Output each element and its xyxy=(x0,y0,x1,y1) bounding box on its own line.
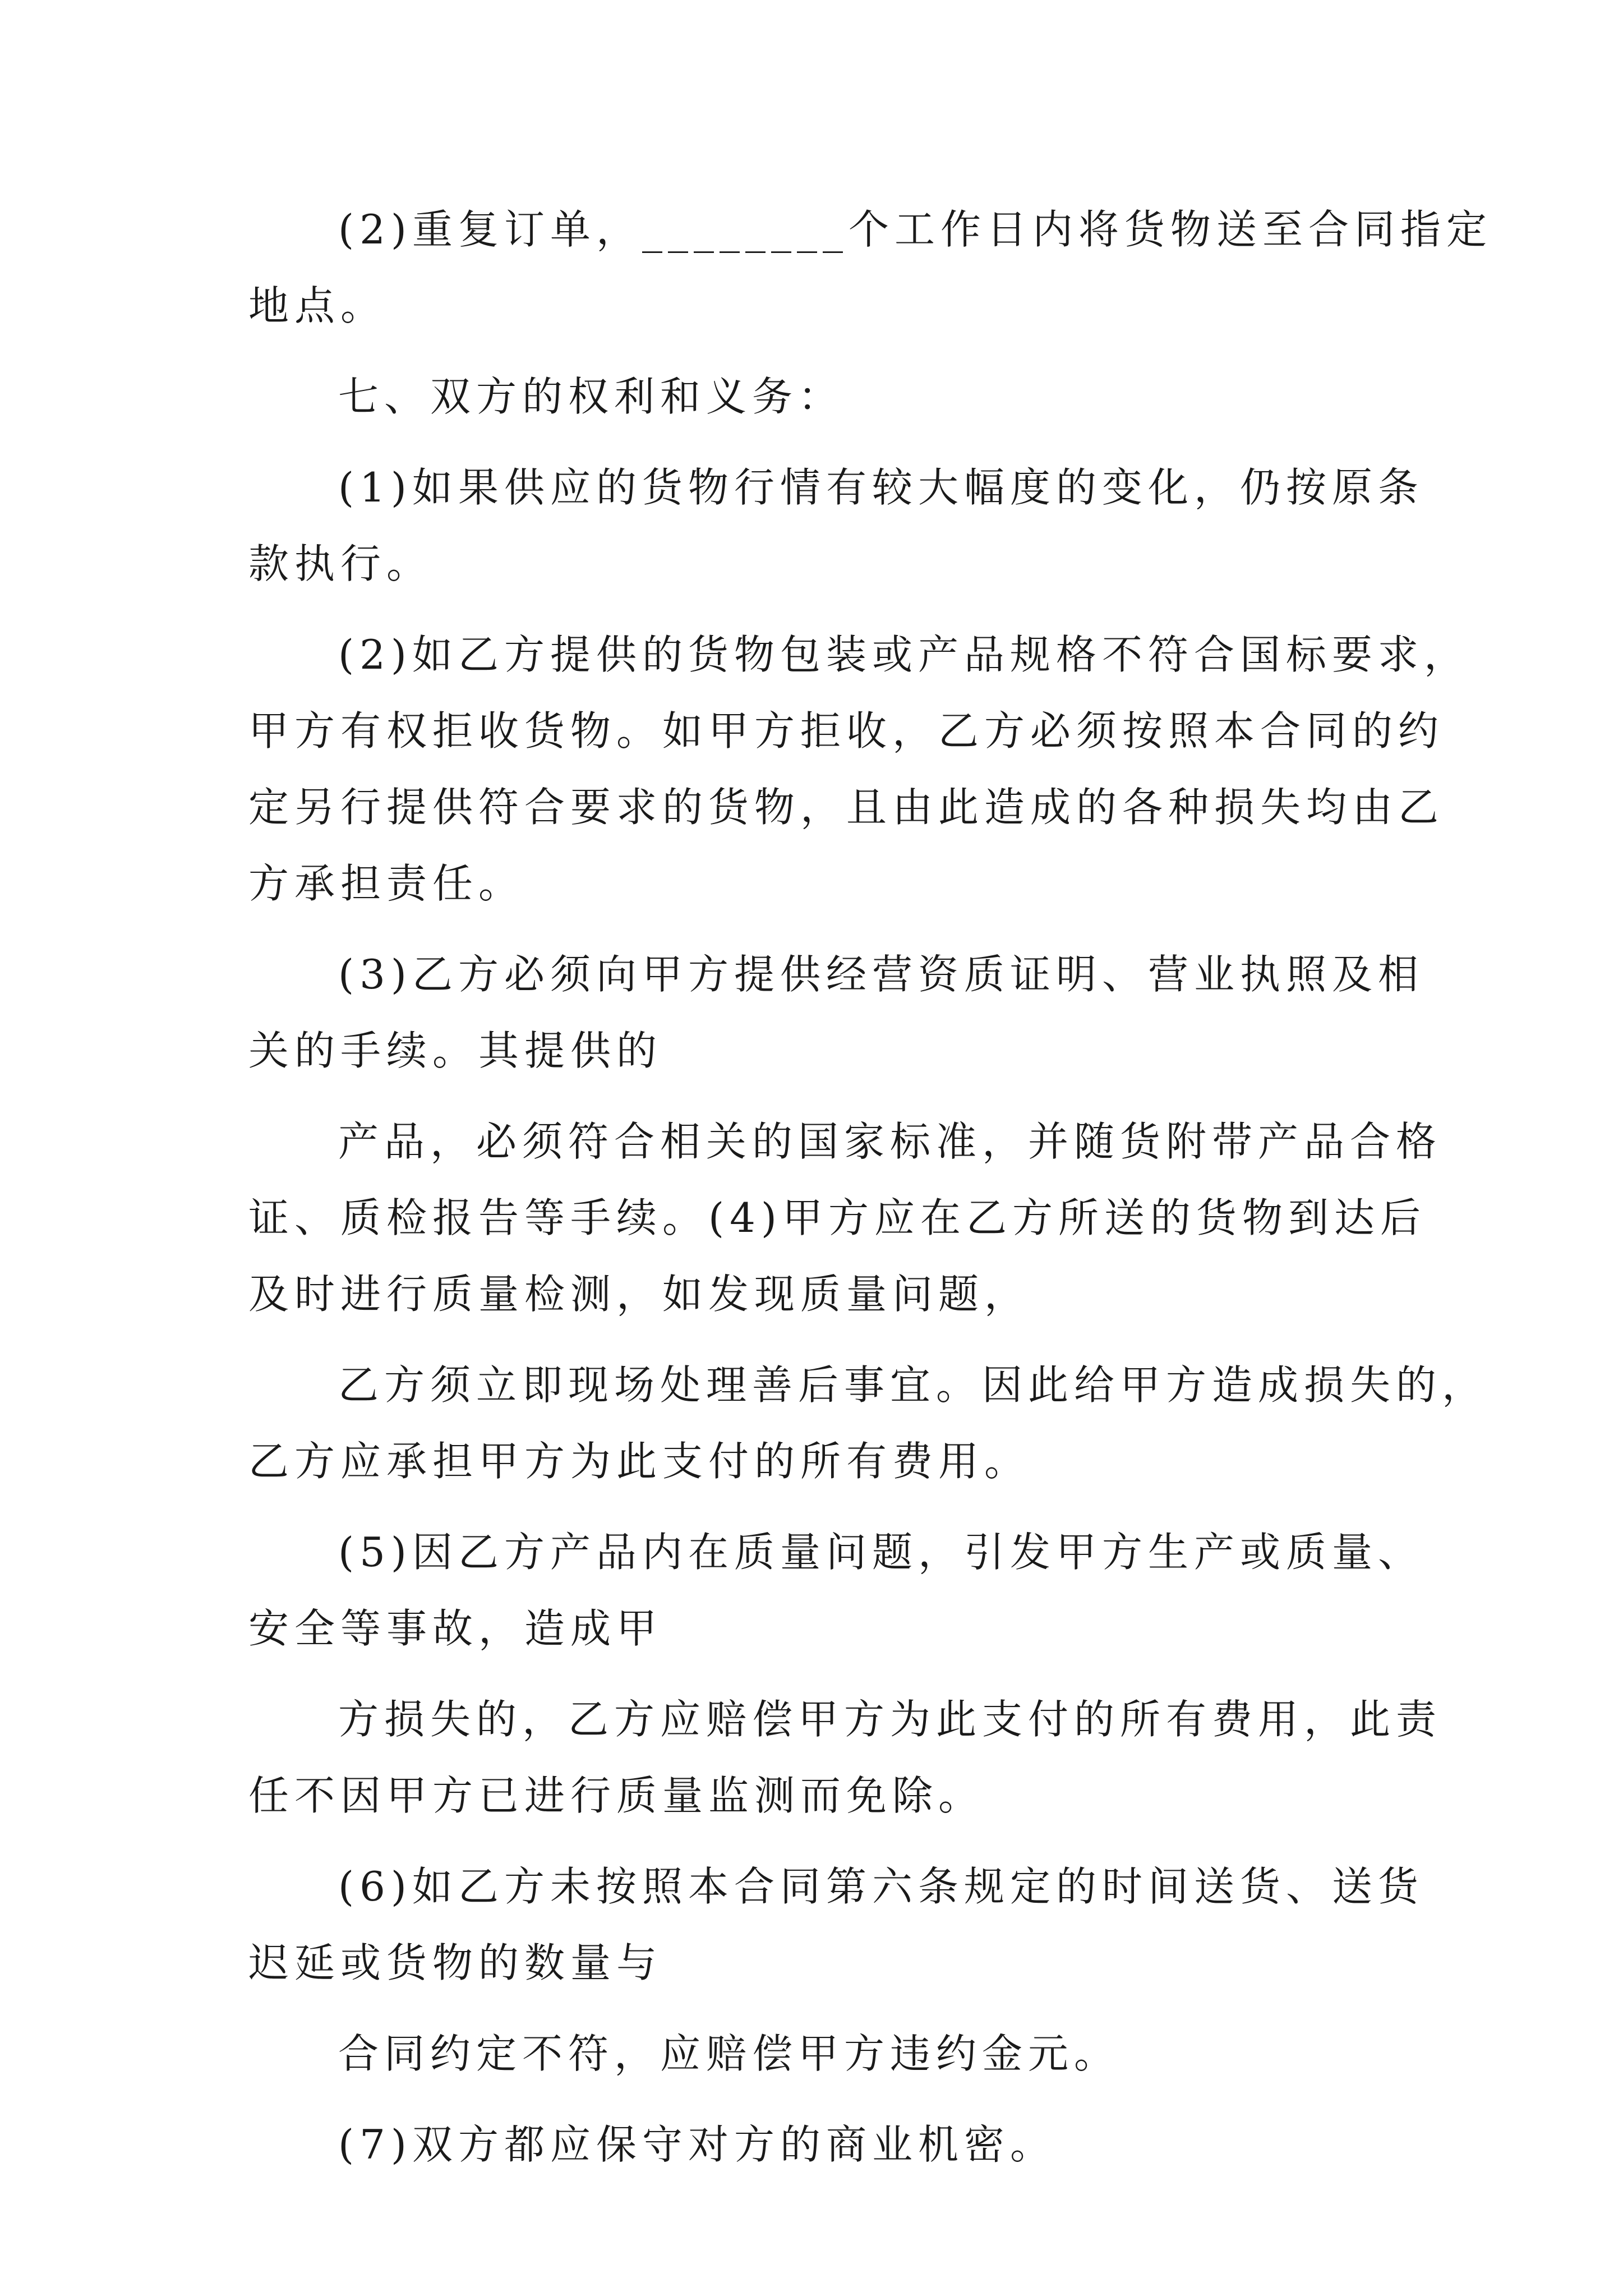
text-line: 甲方有权拒收货物。如甲方拒收，乙方必须按照本合同的约 xyxy=(248,707,1445,754)
paragraph-clause-1 xyxy=(248,464,1424,587)
paragraph-repeat-order xyxy=(248,206,1492,329)
document-body xyxy=(248,206,1492,2168)
text-line: 合同约定不符，应赔偿甲方违约金元。 xyxy=(338,2030,1121,2077)
paragraph-clause-4-continued xyxy=(248,1361,1488,1485)
text-line: 安全等事故，造成甲 xyxy=(248,1605,663,1652)
text-line: (3)乙方必须向甲方提供经营资质证明、营业执照及相 xyxy=(338,951,1424,998)
text-line: 乙方应承担甲方为此支付的所有费用。 xyxy=(248,1438,1031,1485)
text-line: 款执行。 xyxy=(248,540,433,587)
text-line: 证、质检报告等手续。(4)甲方应在乙方所送的货物到达后 xyxy=(248,1194,1426,1241)
paragraph-clause-5 xyxy=(248,1529,1424,1652)
text-line: (6)如乙方未按照本合同第六条规定的时间送货、送货 xyxy=(338,1863,1424,1910)
text-line: 七、双方的权利和义务： xyxy=(338,373,845,420)
text-line: 方损失的，乙方应赔偿甲方为此支付的所有费用，此责 xyxy=(338,1696,1442,1743)
text-line: 定另行提供符合要求的货物，且由此造成的各种损失均由乙 xyxy=(248,784,1445,831)
paragraph-clause-6-continued xyxy=(248,2032,1387,2076)
text-line: (2)重复订单，________个工作日内将货物送至合同指定 xyxy=(338,206,1492,253)
paragraph-clause-5-continued xyxy=(248,1696,1442,1819)
text-line: 方承担责任。 xyxy=(248,860,525,907)
text-line: 关的手续。其提供的 xyxy=(248,1027,663,1074)
text-line: 迟延或货物的数量与 xyxy=(248,1939,663,1986)
text-line: (1)如果供应的货物行情有较大幅度的变化，仍按原条 xyxy=(338,464,1424,511)
text-line: 及时进行质量检测，如发现质量问题， xyxy=(248,1271,1031,1318)
text-line: 任不因甲方已进行质量监测而免除。 xyxy=(248,1772,985,1819)
paragraph-clause-3-continued xyxy=(248,1118,1442,1318)
text-line: 地点。 xyxy=(248,282,387,329)
text-line: (7)双方都应保守对方的商业机密。 xyxy=(338,2121,1056,2168)
text-line: 产品，必须符合相关的国家标准，并随货附带产品合格 xyxy=(338,1118,1442,1165)
text-line: 乙方须立即现场处理善后事宜。因此给甲方造成损失的， xyxy=(338,1361,1488,1409)
text-line: (2)如乙方提供的货物包装或产品规格不符合国标要求， xyxy=(338,631,1470,678)
paragraph-clause-3 xyxy=(248,951,1424,1074)
text-line: (5)因乙方产品内在质量问题，引发甲方生产或质量、 xyxy=(338,1529,1424,1576)
section-heading-rights-obligations xyxy=(248,375,1387,419)
paragraph-clause-6 xyxy=(248,1863,1424,1986)
paragraph-clause-7 xyxy=(248,2123,1387,2167)
paragraph-clause-2 xyxy=(248,631,1470,907)
